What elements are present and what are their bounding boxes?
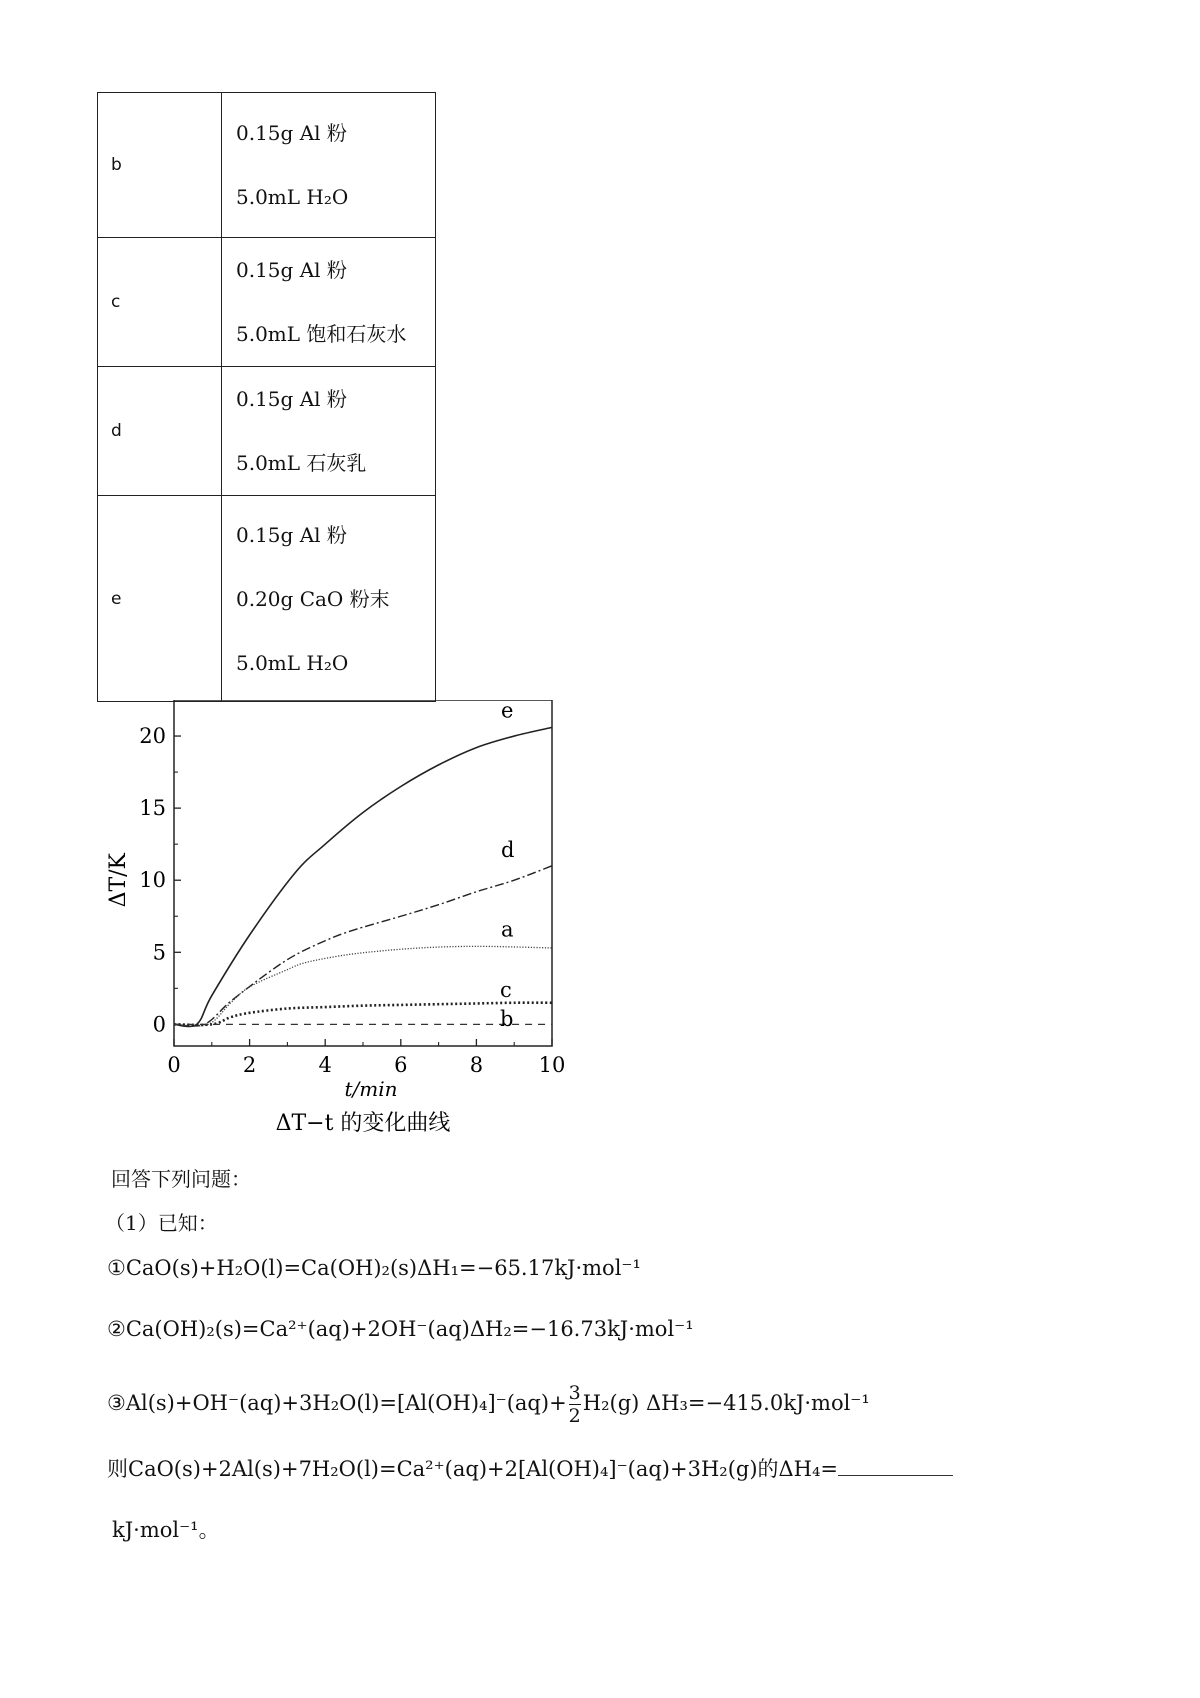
series-lines: [174, 727, 552, 1026]
unit-line: kJ·mol⁻¹。: [112, 1518, 220, 1542]
series-labels: [500, 700, 514, 1031]
y-tick-label: 20: [139, 724, 166, 749]
y-tick-label: 5: [152, 940, 166, 965]
table-row: [98, 367, 436, 496]
question-1-label: （1）已知：: [105, 1211, 218, 1235]
x-tick-label: 2: [242, 1053, 257, 1077]
x-tick-label: 4: [318, 1053, 332, 1077]
x-tick-label: 0: [167, 1053, 181, 1077]
reagent-cell: [222, 93, 436, 238]
row-label: e: [98, 496, 222, 702]
y-tick-label: 10: [139, 868, 166, 893]
row-label: b: [98, 93, 222, 238]
equation-1: ①CaO(s)+H₂O(l)=Ca(OH)₂(s)ΔH₁=−65.17kJ·mol⁻¹: [107, 1256, 641, 1280]
plot-frame: [174, 700, 552, 1046]
series-line-a: [174, 946, 552, 1026]
reagent-line: 0.15g Al 粉: [236, 258, 347, 282]
x-axis-label: t/min: [344, 1077, 398, 1101]
x-tick-label: 6: [394, 1053, 408, 1077]
series-label-b: b: [500, 1006, 514, 1031]
y-tick-label: 0: [152, 1012, 166, 1037]
table-row: [98, 93, 436, 238]
delta-t-chart: [100, 700, 570, 1140]
series-label-c: c: [500, 977, 512, 1002]
x-tick-label: 10: [538, 1053, 566, 1077]
y-tick-label: 15: [139, 796, 166, 821]
row-label: c: [98, 238, 222, 367]
reagent-table: [97, 92, 436, 702]
answer-blank[interactable]: [838, 1461, 953, 1476]
reagent-line: 5.0mL H₂O: [236, 650, 349, 675]
reagent-line: 5.0mL H₂O: [236, 185, 349, 209]
equation-2: ②Ca(OH)₂(s)=Ca²⁺(aq)+2OH⁻(aq)ΔH₂=−16.73kJ·mol⁻¹: [107, 1317, 694, 1341]
reagent-line: 0.15g Al 粉: [236, 387, 347, 411]
equation-4: [107, 1453, 953, 1483]
series-label-a: a: [501, 917, 514, 942]
reagent-line: 0.15g Al 粉: [236, 522, 347, 547]
reagent-cell: [222, 367, 436, 496]
equation-4-text: 则CaO(s)+2Al(s)+7H₂O(l)=Ca²⁺(aq)+2[Al(OH)₄]⁻(aq)+3H₂(g)的ΔH₄=: [107, 1457, 839, 1481]
reagent-line: 0.20g CaO 粉末: [236, 586, 390, 611]
fraction: [569, 1382, 581, 1427]
x-tick-label: 8: [469, 1053, 484, 1077]
chart-caption: ΔT−t 的变化曲线: [275, 1111, 451, 1136]
table-row: [98, 496, 436, 702]
series-line-c: [174, 1003, 552, 1025]
reagent-line: 5.0mL 饱和石灰水: [236, 322, 407, 346]
intro-text: 回答下列问题：: [111, 1167, 251, 1191]
y-axis-label: ΔT/K: [106, 852, 131, 908]
fraction-numerator: 3: [568, 1382, 581, 1404]
reagent-cell: [222, 238, 436, 367]
equation-3-left: ③Al(s)+OH⁻(aq)+3H₂O(l)=[Al(OH)₄]⁻(aq)+: [107, 1391, 567, 1415]
equation-3-right: H₂(g) ΔH₃=−415.0kJ·mol⁻¹: [582, 1391, 870, 1415]
equation-3: [107, 1382, 870, 1427]
fraction-denominator: 2: [568, 1405, 581, 1427]
series-line-e: [174, 727, 552, 1026]
reagent-line: 5.0mL 石灰乳: [236, 451, 367, 475]
series-label-e: e: [501, 700, 514, 723]
row-label: d: [98, 367, 222, 496]
reagent-cell: [222, 496, 436, 702]
series-label-d: d: [501, 838, 515, 863]
reagent-line: 0.15g Al 粉: [236, 121, 347, 145]
table-row: [98, 238, 436, 367]
